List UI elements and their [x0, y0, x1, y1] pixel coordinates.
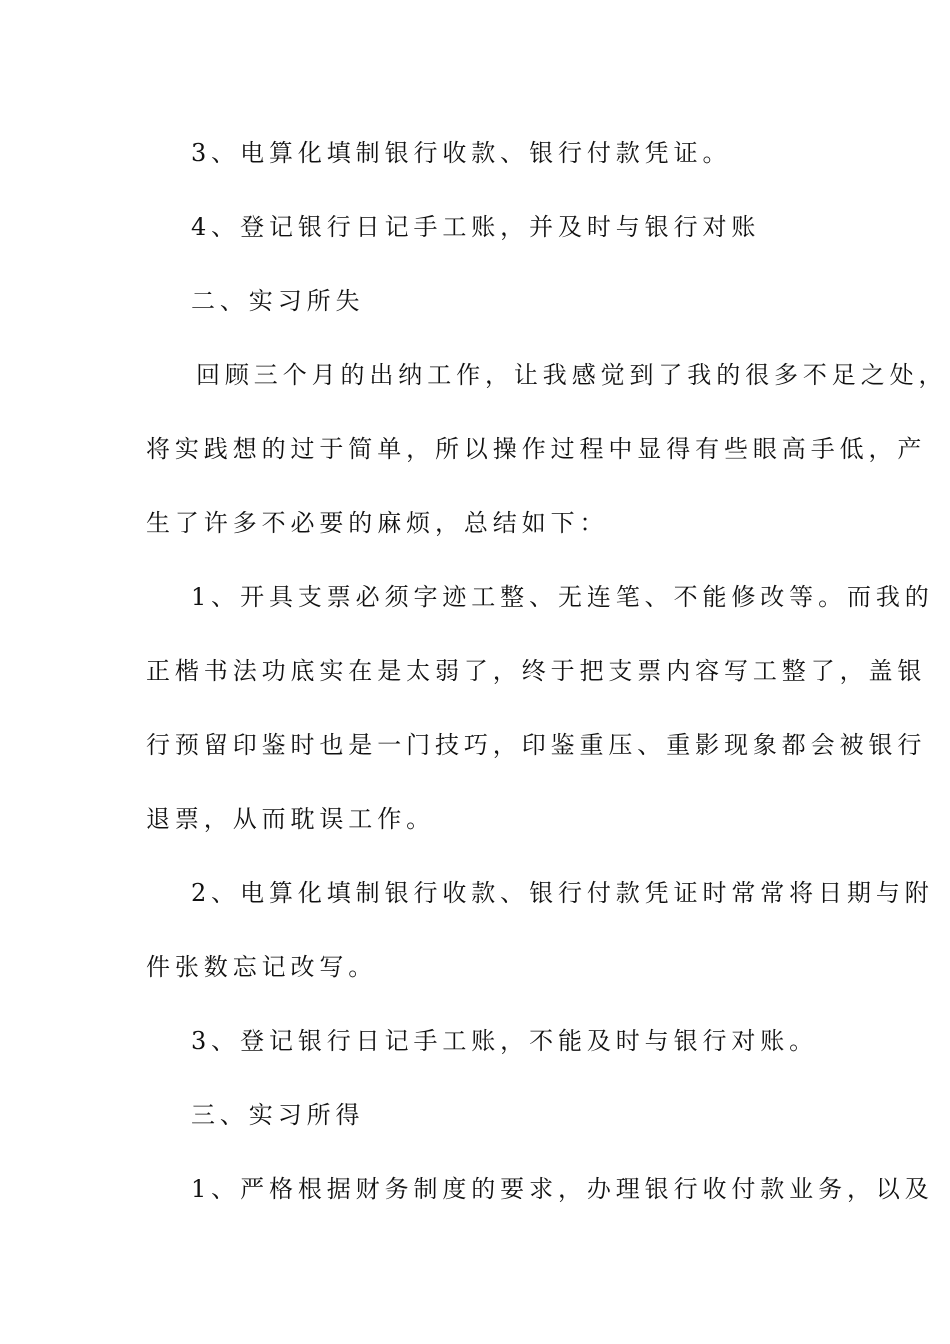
section-heading-3: 三、实习所得 — [191, 1101, 365, 1129]
text-line-6: 生了许多不必要的麻烦，总结如下： — [146, 509, 609, 537]
text-line-2: 4、登记银行日记手工账，并及时与银行对账 — [191, 213, 761, 241]
text-line-4: 回顾三个月的出纳工作，让我感觉到了我的很多不足之处， — [196, 361, 948, 389]
text-line-8: 正楷书法功底实在是太弱了，终于把支票内容写工整了，盖银 — [146, 657, 927, 685]
text-line-12: 件张数忘记改写。 — [146, 953, 378, 981]
text-line-1: 3、电算化填制银行收款、银行付款凭证。 — [191, 139, 732, 167]
text-line-5: 将实践想的过于简单，所以操作过程中显得有些眼高手低，产 — [146, 435, 927, 463]
text-line-7: 1、开具支票必须字迹工整、无连笔、不能修改等。而我的 — [191, 583, 934, 611]
text-line-10: 退票，从而耽误工作。 — [146, 805, 435, 833]
text-line-9: 行预留印鉴时也是一门技巧，印鉴重压、重影现象都会被银行 — [146, 731, 927, 759]
text-line-15: 1、严格根据财务制度的要求，办理银行收付款业务，以及 — [191, 1175, 934, 1203]
text-line-11: 2、电算化填制银行收款、银行付款凭证时常常将日期与附 — [191, 879, 934, 907]
section-heading-2: 二、实习所失 — [191, 287, 365, 315]
text-line-13: 3、登记银行日记手工账，不能及时与银行对账。 — [191, 1027, 819, 1055]
